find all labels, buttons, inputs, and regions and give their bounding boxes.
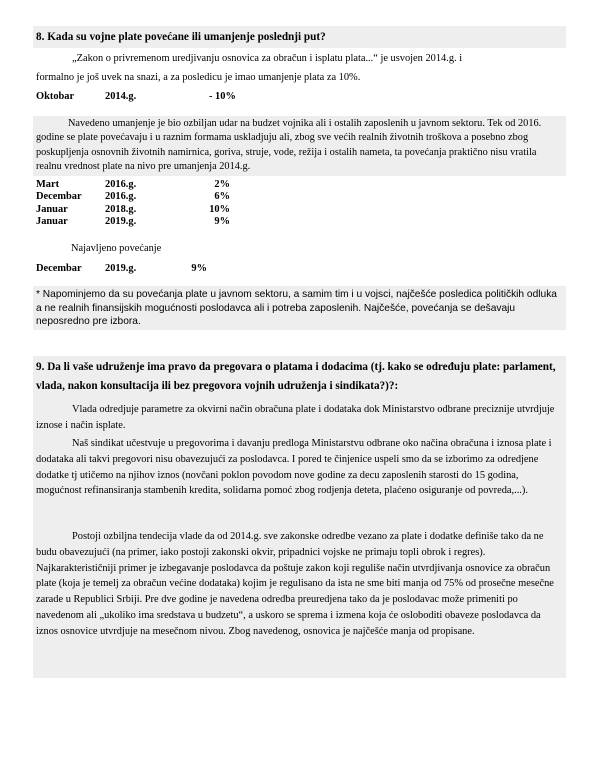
reduction-value: - 10% bbox=[209, 91, 236, 102]
section8-note: * Napominjemo da su povećanja plate u javnom sektoru, a samim tim i u vojsci, najčešće posledica političkih odluka a ne realnih finansijskih mogućnosti poslodavca ali i potreba zaposlenih. Najčešće, povećanja se dešavaju neposredno pre izbora. bbox=[36, 289, 557, 328]
section8-intro-line2: formalno je još uvek na snazi, a za posledicu je imao umanjenje plata za 10%. bbox=[36, 72, 361, 83]
reduction-month: Oktobar bbox=[36, 91, 75, 102]
increase-row bbox=[36, 179, 230, 191]
section9-paragraph-2: Naš sindikat učestvuje u pregovorima i davanju predloga Ministarstvu odbrane oko načina obračuna i iznosa plate i dodataka ali takvi pregovori nisu obavezujući za poslodavca. I pored te činjenice uspeli smo da se izborimo za odredjene dodatke tj utičemo na njihov iznos (novčani poklon povodom nove godine za decu zaposlenih starosti do 15 godina, mogućnost refinansiranja stambenih kredita, solidarna pomoć zbog rodjenja deteta, plaćeno osiguranje od povreda,...). bbox=[36, 438, 552, 497]
section8-intro-line1: „Zakon o privremenom uredjivanju osnovica za obračun i isplatu plata...“ je usvojen 2014.g. i bbox=[72, 53, 463, 64]
section9-heading: 9. Da li vaše udruženje ima pravo da pregovara o platama i dodacima (tj. kako se određuju plate: parlament, vlada, nakon konsultacija ili bez pregovora vojnih udruženja i sindikata?)?: bbox=[36, 361, 556, 392]
increase-value: 10% bbox=[209, 203, 230, 215]
announced-row bbox=[36, 263, 207, 275]
increase-month: Mart bbox=[36, 179, 60, 190]
increases-table bbox=[36, 179, 230, 229]
section8-paragraph-text: Navedeno umanjenje je bio ozbiljan udar na budzet vojnika ali i ostalih zaposlenih u javnom sektoru. Tek od 2016. godine se plate povećavaju i u raznim formama uskladjuju ali, zbog sve većih realnih životnih troškova a posebno zbog poskupljenja osnovnih životnih namirnica, goriva, struje, vode, režija i ostalih nameta, ta povećanja praktično nisu vratila realnu vrednost plate na nivo pre umanjenja 2014.g. bbox=[36, 118, 542, 172]
increase-year: 2016.g. bbox=[105, 179, 137, 190]
announced-year: 2019.g. bbox=[105, 263, 137, 274]
increase-row bbox=[36, 204, 230, 216]
reduction-year: 2014.g. bbox=[105, 91, 137, 102]
increase-row bbox=[36, 191, 230, 203]
increase-year: 2016.g. bbox=[105, 191, 137, 203]
section9-paragraph-3: Postoji ozbiljna tendecija vlade da od 2014.g. sve zakonske odredbe vezano za plate i dodatke definiše tako da ne budu obavezujući (na primer, iako postoji zakonski okvir, pripadnici vojske ne primaju topli obrok i regres). Najkarakterističniji primer je izbegavanje poslodavca da poštuje zakon koji reguliše način utvrdjivanja osnovice za obračun plate (koja je temelj za obračun većine dodataka) kojim je regulisano da ista ne sme biti manja od 75% od prosečne mesečne zarade u Republici Srbiji. Pre dve godine je navedena odredba preuredjena tako da je poslodavac može primeniti po navedenom ali „ukoliko ima sredstava u budzetu“, a uskoro se sprema i izmena koja će osloboditi obaveze poslodavca da iznos osnovice utvrdjuje na mesečnom nivou. Zbog navedenog, osnovica je najčešće manja od propisane. bbox=[36, 531, 554, 637]
section8-heading: 8. Kada su vojne plate povećane ili umanjenje poslednji put? bbox=[36, 31, 326, 43]
increase-value: 9% bbox=[214, 216, 230, 228]
increase-row bbox=[36, 216, 230, 228]
increase-month: Januar bbox=[36, 216, 68, 228]
increase-year: 2018.g. bbox=[105, 203, 137, 215]
increase-value: 2% bbox=[214, 179, 230, 190]
increase-value: 6% bbox=[214, 191, 230, 203]
announced-value: 9% bbox=[191, 263, 207, 274]
increase-month: Decembar bbox=[36, 191, 82, 203]
section8-paragraph bbox=[36, 117, 564, 174]
announced-month: Decembar bbox=[36, 263, 82, 274]
section9-paragraph-1: Vlada odredjuje parametre za okvirni način obračuna plate i dodataka dok Ministarstvo odbrane preciznije utvrdjuje iznose i način isplate. bbox=[36, 404, 555, 431]
increase-year: 2019.g. bbox=[105, 216, 137, 228]
increase-month: Januar bbox=[36, 203, 68, 215]
reduction-row bbox=[36, 91, 236, 103]
announced-label: Najavljeno povećanje bbox=[71, 243, 162, 254]
